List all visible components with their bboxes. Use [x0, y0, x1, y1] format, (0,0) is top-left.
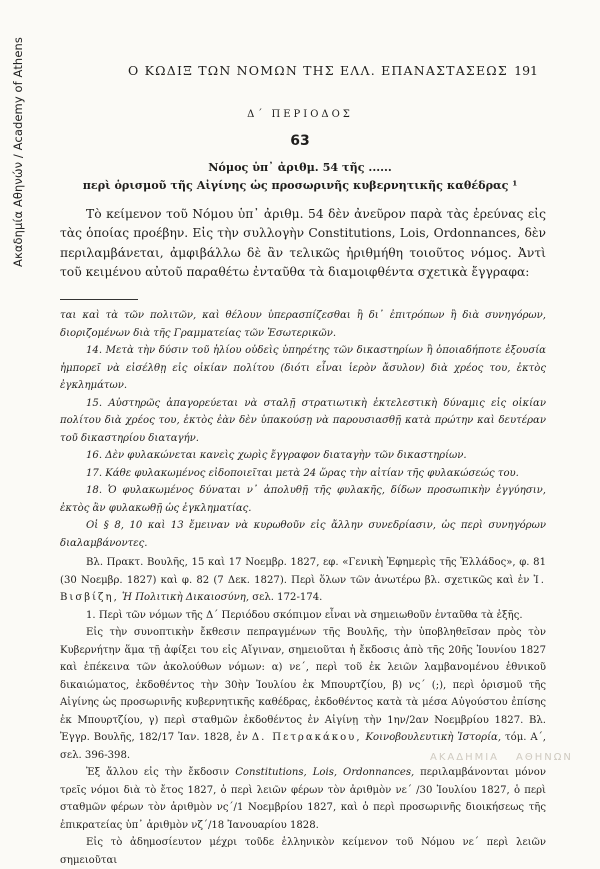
archive-side-label: Ακαδημία Αθηνών / Academy of Athens — [11, 37, 25, 267]
fn-work: Κοινοβουλευτικὴ Ἱστορία, — [365, 732, 502, 743]
note-15: 15. Αὐστηρῶς ἀπαγορεύεται νὰ σταλῇ στρατιωτικὴ ἐκτελεστικὴ δύναμις εἰς οἰκίαν πολίτου διὰ χρέος του, ἐκτὸς ἐὰν δὲν ὑπακούσῃ νὰ παρουσιασθῇ κατὰ πρώτην καὶ δευτέραν τοῦ δικαστηρίου διαταγήν. — [60, 397, 546, 444]
note-17: 17. Κάθε φυλακωμένος εἰδοποιεῖται μετὰ 24 ὥρας τὴν αἰτίαν τῆς φυλακώσεώς του. — [86, 467, 519, 479]
note-paragraphs: Οἱ § 8, 10 καὶ 13 ἔμειναν νὰ κυρωθοῦν εἰς ἄλλην συνεδρίασιν, ὡς περὶ συνηγόρων διαλαμβάνοντες. — [60, 520, 546, 549]
ref-author: Ἰ. Βισβίζη, — [60, 574, 546, 603]
footnote-1: 1. Περὶ τῶν νόμων τῆς Δ΄ Περιόδου σκόπιμον εἶναι νὰ σημειωθοῦν ἐνταῦθα τὰ ἑξῆς. — [86, 609, 523, 621]
document-number: 63 — [290, 133, 310, 149]
footnotes — [60, 307, 546, 869]
footnote-divider — [60, 299, 138, 300]
main-text — [60, 205, 546, 283]
watermark-left: ΑΚΑΔΗΜΙΑ — [430, 752, 500, 763]
page-number: 191 — [514, 63, 538, 78]
footnote-1-paragraph: Εἰς τὴν συνοπτικὴν ἔκθεσιν πεπραγμένων τῆς Βουλῆς, τὴν ὑποβληθεῖσαν πρὸς τὸν Κυβερνήτην ἅμα τῇ ἀφίξει του εἰς Αἴγιναν, σημειοῦται ἡ ἔκδοσις ἀπὸ τῆς 20ῆς Ἰουνίου 1827 καὶ ἐπέκεινα τῶν ἀκολούθων νόμων: α) νε΄, περὶ τοῦ ἐκ λειῶν λαμβανομένου ἐθνικοῦ δικαιώματος, ἐκδοθέντος τὴν 30ὴν Ἰουλίου ἐκ Μπουρτζίου, β) νς΄ (;), περὶ ὁρισμοῦ τῆς Αἰγίνης ὡς προσωρινῆς κυβερνητικῆς καθέδρας, ἐκδοθέντος κατὰ τὰ μέσα Αὐγούστου ἐπίσης ἐκ Μπουρτζίου, γ) περὶ σταθμῶν ἐκδοθέντος ἐν Αἰγίνῃ τὴν 1ην/2αν Νοεμβρίου 1827. Βλ. Ἐγγρ. Βουλῆς, 182/17 Ἰαν. 1828, ἐν Δ. Πετρακάκου, Κοινοβουλευτικὴ Ἱστορία, τόμ. Α΄, σελ. 396-398. — [60, 627, 546, 761]
reference-1: Βλ. Πρακτ. Βουλῆς, 15 καὶ 17 Νοεμβρ. 1827, εφ. «Γενικὴ Ἐφημερὶς τῆς Ἑλλάδος», φ. 81 (30 Νοεμβρ. 1827) καὶ φ. 82 (7 Δεκ. 1827). Περὶ ὅλων τῶν ἀνωτέρω βλ. σχετικῶς καὶ ἐν Ἰ. Βισβίζη, Ἡ Πολιτικὴ Δικαιοσύνη, σελ. 172-174. — [60, 557, 546, 603]
main-paragraph: Τὸ κείμενον τοῦ Νόμου ὑπ᾽ ἀριθμ. 54 δὲν ἀνεῦρον παρὰ τὰς ἐρεύνας εἰς τὰς ὁποίας προέβην. Εἰς τὴν συλλογὴν Constitutions, Lois, Ordonnances, δὲν περιλαμβάνεται, ἀμφιβάλλω δὲ ἂν τελικῶς ἠριθμήθη τοιοῦτος νόμος. Ἀντὶ τοῦ κειμένου αὐτοῦ παραθέτω ἐνταῦθα τὰ διαμοιφθέντα σχετικὰ ἔγγραφα: — [60, 207, 546, 280]
fn-author: Δ. Πετρακάκου, — [251, 732, 362, 743]
period-heading: Δ΄ ΠΕΡΙΟΔΟΣ — [247, 109, 353, 120]
note-18: 18. Ὁ φυλακωμένος δύναται ν᾽ ἀπολυθῇ τῆς φυλακῆς, δίδων προσωπικὴν ἐγγύησιν, ἐκτὸς ἂν φυλακωθῇ ὡς ἐγκληματίας. — [60, 485, 546, 514]
law-subtitle: περὶ ὁρισμοῦ τῆς Αἰγίνης ὡς προσωρινῆς κυβερνητικῆς καθέδρας ¹ — [82, 178, 518, 192]
note-14: 14. Μετὰ τὴν δύσιν τοῦ ἡλίου οὐδεὶς ὑπηρέτης τῶν δικαστηρίων ἢ ὁποιαδήποτε ἐξουσία ἠμπορεῖ νὰ εἰσέλθῃ εἰς οἰκίαν πολίτου (διότι εἶναι ἱερὸν ἄσυλον) διὰ χρέος του, ἐκτὸς ἐγκλημάτων. — [60, 345, 546, 391]
footnote-1-last-line: Εἰς τὸ ἀδημοσίευτον μέχρι τοῦδε ἑλληνικὸν κείμενον τοῦ Νόμου νε΄ περὶ λειῶν σημειοῦται — [60, 837, 546, 866]
fn-edition: Constitutions, Lois, Ordonnances, — [235, 767, 415, 778]
footnote-1-paragraph-2: Ἐξ ἄλλου εἰς τὴν ἔκδοσιν Constitutions, Lois, Ordonnances, περιλαμβάνονται μόνον τρεῖς νόμοι διὰ τὸ ἔτος 1827, ὁ περὶ λειῶν φέρων τὸν ἀριθμὸν νε΄ /30 Ἰουλίου 1827, ὁ περὶ σταθμῶν φέρων τὸν ἀριθμὸν νς΄/1 Νοεμβρίου 1827, καὶ ὁ περὶ προσωρινῆς διοικήσεως τῆς ἐπικρατείας ὑπ᾽ ἀριθμὸν νζ΄/18 Ἰανουαρίου 1828. — [60, 767, 546, 831]
note-16: 16. Δὲν φυλακώνεται κανεὶς χωρὶς ἔγγραφον διαταγὴν τῶν δικαστηρίων. — [86, 450, 467, 461]
running-header: Ο ΚΩΔΙΞ ΤΩΝ ΝΟΜΩΝ ΤΗΣ ΕΛΛ. ΕΠΑΝΑΣΤΑΣΕΩΣ — [128, 63, 508, 78]
watermark-right: ΑΘΗΝΩΝ — [516, 752, 573, 763]
ref-work: Ἡ Πολιτικὴ Δικαιοσύνη, — [122, 592, 250, 603]
note-continuation: ται καὶ τὰ τῶν πολιτῶν, καὶ θέλουν ὑπερασπίζεσθαι ἢ δι᾽ ἐπιτρόπων ἢ διὰ συνηγόρων, διοριζομένων διὰ τῆς Γραμματείας τῶν Ἐσωτερικῶν. — [60, 310, 546, 339]
law-title: Νόμος ὑπ᾽ ἀριθμ. 54 τῆς ...... — [208, 160, 392, 174]
